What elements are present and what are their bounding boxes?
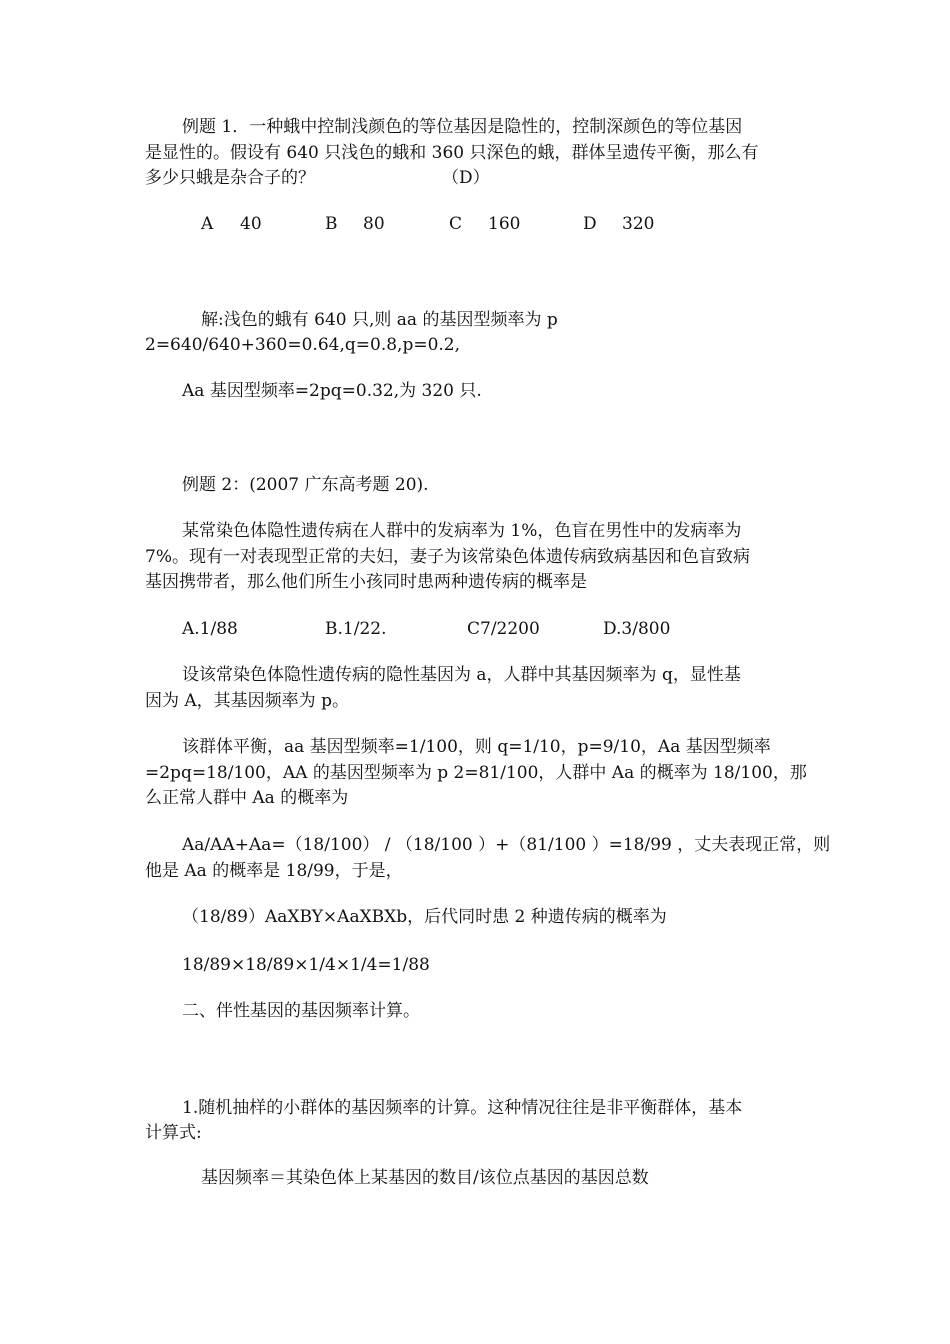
example2-sol-p1-line2: 因为 A，其基因频率为 p。 <box>145 691 349 711</box>
section2-formula: 基因频率＝其染色体上某基因的数目/该位点基因的基因总数 <box>201 1168 649 1188</box>
example1-line3: 多少只蛾是杂合子的？ <box>145 168 315 188</box>
example2-option-b: B.1/22. <box>325 619 387 639</box>
example2-sol-p4: （18/89）AaXBY×AaXBXb，后代同时患 2 种遗传病的概率为 <box>182 907 667 927</box>
example2-sol-p3-line1: Aa/AA+Aa=（18/100） / （18/100 ）+（81/100 ）=18/99 ，丈夫表现正常，则 <box>182 835 831 855</box>
example2-sol-p1-line1: 设该常染色体隐性遗传病的隐性基因为 a，人群中其基因频率为 q，显性基 <box>182 665 741 685</box>
example2-sol-p3-line2: 他是 Aa 的概率是 18/99，于是， <box>145 861 403 881</box>
example2-question-line3: 基因携带者，那么他们所生小孩同时患两种遗传病的概率是 <box>145 572 587 592</box>
option-b-value: 80 <box>363 214 385 234</box>
example2-option-d: D.3/800 <box>603 619 671 639</box>
section2-item1-line2: 计算式: <box>145 1123 202 1143</box>
option-d-value: 320 <box>622 214 655 234</box>
option-c-letter: C <box>449 214 463 234</box>
example2-sol-p2-line3: 么正常人群中 Aa 的概率为 <box>145 788 349 808</box>
example2-sol-p5: 18/89×18/89×1/4×1/4=1/88 <box>182 955 430 975</box>
example2-heading: 例题 2：(2007 广东高考题 20). <box>182 475 429 495</box>
example1-solution-line3: Aa 基因型频率=2pq=0.32,为 320 只. <box>182 381 482 401</box>
section2-item1-line1: 1.随机抽样的小群体的基因频率的计算。这种情况往往是非平衡群体，基本 <box>182 1098 743 1118</box>
section2-heading: 二、伴性基因的基因频率计算。 <box>182 1001 420 1021</box>
option-a-value: 40 <box>240 214 262 234</box>
option-a-letter: A <box>201 214 214 234</box>
example1-line1: 例题 1．一种蛾中控制浅颜色的等位基因是隐性的，控制深颜色的等位基因 <box>182 117 743 137</box>
option-d-letter: D <box>583 214 597 234</box>
example1-line2: 是显性的。假设有 640 只浅色的蛾和 360 只深色的蛾，群体呈遗传平衡，那么有 <box>145 143 759 163</box>
example2-question-line2: 7%。现有一对表现型正常的夫妇，妻子为该常染色体遗传病致病基因和色盲致病 <box>145 547 750 567</box>
option-c-value: 160 <box>488 214 521 234</box>
example2-option-c: C7/2200 <box>467 619 540 639</box>
example1-solution-line2: 2=640/640+360=0.64,q=0.8,p=0.2, <box>145 335 461 355</box>
example2-question-line1: 某常染色体隐性遗传病在人群中的发病率为 1%，色盲在男性中的发病率为 <box>182 521 742 541</box>
example2-sol-p2-line2: =2pq=18/100，AA 的基因型频率为 p 2=81/100，人群中 Aa 的概率为 18/100，那 <box>145 763 807 783</box>
example2-option-a: A.1/88 <box>182 619 238 639</box>
example2-sol-p2-line1: 该群体平衡，aa 基因型频率=1/100，则 q=1/10，p=9/10，Aa 基因型频率 <box>182 737 771 757</box>
example1-answer: （D） <box>442 168 490 188</box>
example1-solution-line1: 解:浅色的蛾有 640 只,则 aa 的基因型频率为 p <box>201 310 558 330</box>
option-b-letter: B <box>325 214 338 234</box>
